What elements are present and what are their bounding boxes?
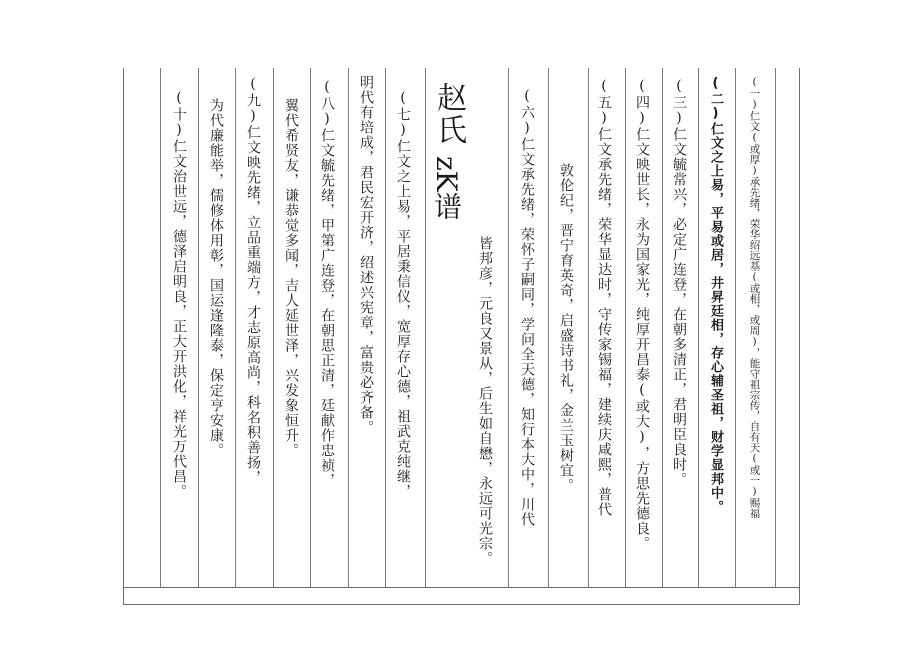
verse-column-12: (八)仁文毓先绪，甲第广连登，在朝思正清，廷献作忠祯， [319, 79, 335, 488]
verse-column-14: (九)仁文映先绪，立品重端方，才志原高尚，科名积善扬， [245, 76, 261, 485]
verse-column-2: (二)仁文之上易，平易或居，井昇廷相，存心辅圣祖，财学显邦中。 [708, 76, 723, 514]
column-divider [235, 68, 236, 587]
genealogy-subtitle: zK谱 [430, 156, 463, 220]
verse-column-5: (五)仁文承先绪，荣华显达时，守传家锡福，建续庆咸熙，普代 [596, 78, 612, 517]
verse-column-1: (一)仁文(或厚)承先绪，荣华绍远基(或相，或周)，能守祖宗传，自有天(或一)赐福 [748, 76, 761, 519]
verse-column-16: (十)仁文治世远，德泽启明良，正大开洪化，祥光万代昌。 [171, 90, 187, 499]
genealogy-title: 赵氏 [431, 82, 466, 146]
column-divider [198, 68, 199, 587]
column-divider [425, 68, 426, 587]
verse-column-8: 皆邦彦，元良又景从，后生如自懋，永远可光宗。 [477, 236, 493, 566]
verse-column-13: 翼代希贤友，谦恭觉多闻，吉人延世泽，兴发象恒升。 [283, 98, 299, 458]
verse-column-15: 为代廉能举，儒修体用彰，国运逢隆泰，保定亨安康。 [208, 98, 224, 458]
verse-column-10: (七)仁文之上易，平居秉信仪，宽厚存心德，祖武克纯继， [395, 90, 411, 499]
verse-column-11: 明代有培成，君民宏开济，绍述兴宪章，富贵必齐备。 [358, 75, 374, 435]
verse-column-6: 敦伦纪，晋宁育英奇，启盛诗书礼，金兰玉树宜。 [558, 163, 574, 493]
column-divider [775, 68, 776, 587]
column-divider [385, 68, 386, 587]
verse-column-3: (三)仁文毓常兴，必定广连登，在朝多清正，君明臣良时。 [671, 78, 687, 487]
verse-column-7: (六)仁文承先绪，荣怀子嗣同，学问全天德，知行本大中，川代 [519, 88, 535, 527]
column-divider [735, 68, 736, 587]
column-divider [160, 68, 161, 587]
column-divider [662, 68, 663, 587]
column-divider [548, 68, 549, 587]
column-divider [310, 68, 311, 587]
bottom-rule [123, 587, 800, 588]
column-divider [625, 68, 626, 587]
column-divider [348, 68, 349, 587]
verse-column-4: (四)仁文映世长，永为国家光，纯厚开昌泰(或大)，方思先德良。 [634, 78, 650, 551]
column-divider [273, 68, 274, 587]
column-divider [698, 68, 699, 587]
column-divider [588, 68, 589, 587]
column-divider [508, 68, 509, 587]
